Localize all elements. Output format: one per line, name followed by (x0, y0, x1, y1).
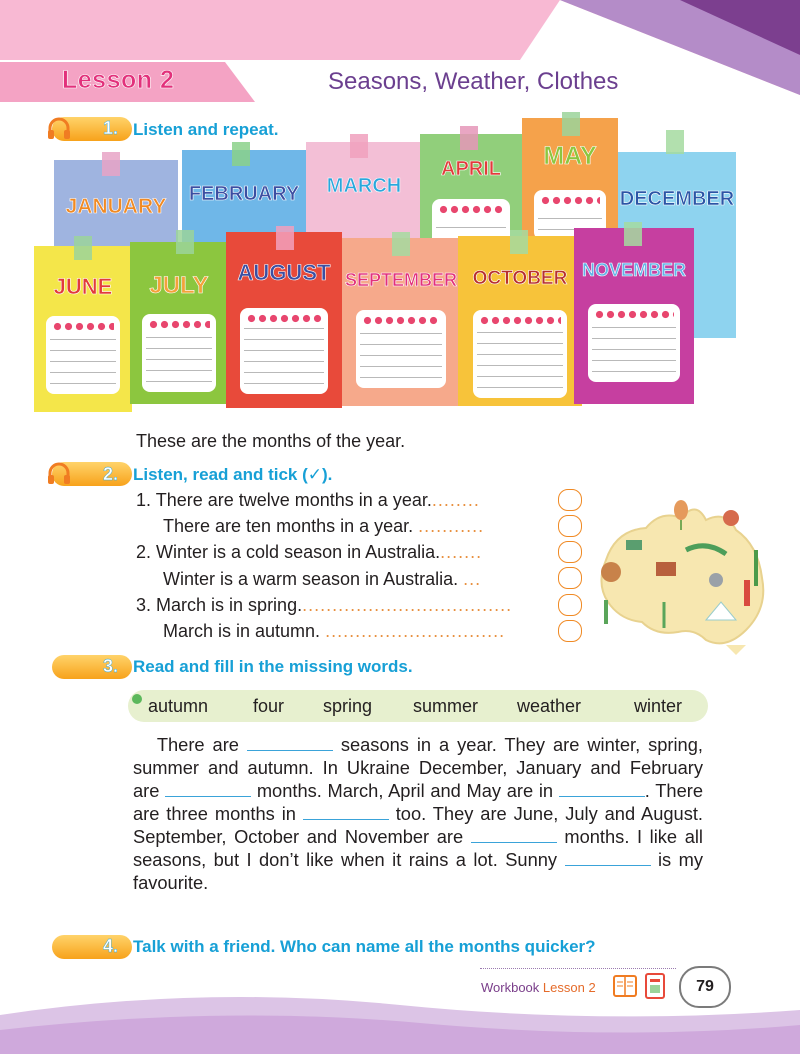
workbook-icon[interactable] (612, 974, 638, 998)
tick-box-1a[interactable] (558, 489, 582, 511)
statement-1a: 1. There are twelve months in a year......... (136, 490, 480, 510)
task3-title: Read and fill in the missing words. (133, 657, 413, 676)
blank-2[interactable] (165, 780, 251, 797)
tick-box-2a[interactable] (558, 541, 582, 563)
blank-1[interactable] (247, 734, 333, 751)
tick-box-1b[interactable] (558, 515, 582, 537)
calendar-october: OCTOBER (458, 236, 582, 406)
tick-box-3a[interactable] (558, 594, 582, 616)
australia-map-illustration (586, 490, 776, 660)
word-bank (128, 690, 708, 722)
headphones-icon[interactable] (46, 116, 72, 142)
page-title: Seasons, Weather, Clothes (328, 68, 619, 95)
calendar-november: NOVEMBER (574, 228, 694, 404)
word-bank-item: autumn (148, 696, 209, 716)
calendar-february: FEBRUARY (182, 150, 306, 256)
lesson-label: Lesson 2 (62, 66, 175, 94)
word-bank-item: winter (634, 696, 683, 716)
calendar-august: AUGUST (226, 232, 342, 408)
calendar-january: JANUARY (54, 160, 178, 256)
task2-title: Listen, read and tick (✓). (133, 465, 333, 484)
statement-3b: March is in autumn. .............................. (163, 621, 506, 641)
statement-2a: 2. Winter is a cold season in Australia........ (136, 542, 483, 562)
calendar-april: APRIL (420, 134, 522, 256)
fill-in-paragraph: There are seasons in a year. They are winter, spring, summer and autumn. In Ukraine December, January and February are months. March, April and May are in . There are three months in too. They are June, July and August. September, October and November are months. I like all seasons, but I don’t like when it rains a lot. Sunny is my favourite. (133, 734, 703, 893)
statement-3a: 3. March is in spring.................................... (136, 595, 513, 615)
page-number: 79 (679, 966, 731, 1008)
blank-5[interactable] (471, 826, 557, 843)
worksheet-icon[interactable] (644, 972, 666, 1000)
task1-title: Listen and repeat. (133, 120, 279, 139)
task4-number: 4. (103, 936, 119, 956)
calendar-september: SEPTEMBER (342, 238, 460, 406)
task3-number: 3. (103, 656, 119, 676)
task3-bar (52, 655, 132, 679)
blank-3[interactable] (559, 780, 645, 797)
footer-divider (480, 968, 676, 969)
calendar-june: JUNE (34, 246, 132, 412)
statement-1b: There are ten months in a year. ........... (163, 516, 485, 536)
task1-number: 1. (103, 118, 119, 138)
task2-number: 2. (103, 464, 119, 484)
word-bank-bullet (132, 694, 142, 704)
tick-box-2b[interactable] (558, 567, 582, 589)
task4-bar (52, 935, 132, 959)
calendar-july: JULY (130, 242, 228, 404)
task1-caption: These are the months of the year. (136, 431, 406, 451)
task4-title: Talk with a friend. Who can name all the months quicker? (133, 937, 596, 956)
workbook-reference[interactable]: Workbook Lesson 2 (481, 980, 596, 995)
tick-box-3b[interactable] (558, 620, 582, 642)
blank-6[interactable] (565, 849, 651, 866)
word-bank-item: weather (517, 696, 582, 716)
word-bank-item: summer (413, 696, 479, 716)
headphones-icon[interactable] (46, 461, 72, 487)
word-bank-item: four (253, 696, 285, 716)
word-bank-item: spring (323, 696, 373, 716)
statement-2b: Winter is a warm season in Australia. ... (163, 569, 482, 589)
calendar-may: MAY (522, 118, 618, 256)
calendar-march: MARCH (306, 142, 422, 256)
blank-4[interactable] (303, 803, 389, 820)
calendar-december: DECEMBER (618, 152, 736, 338)
